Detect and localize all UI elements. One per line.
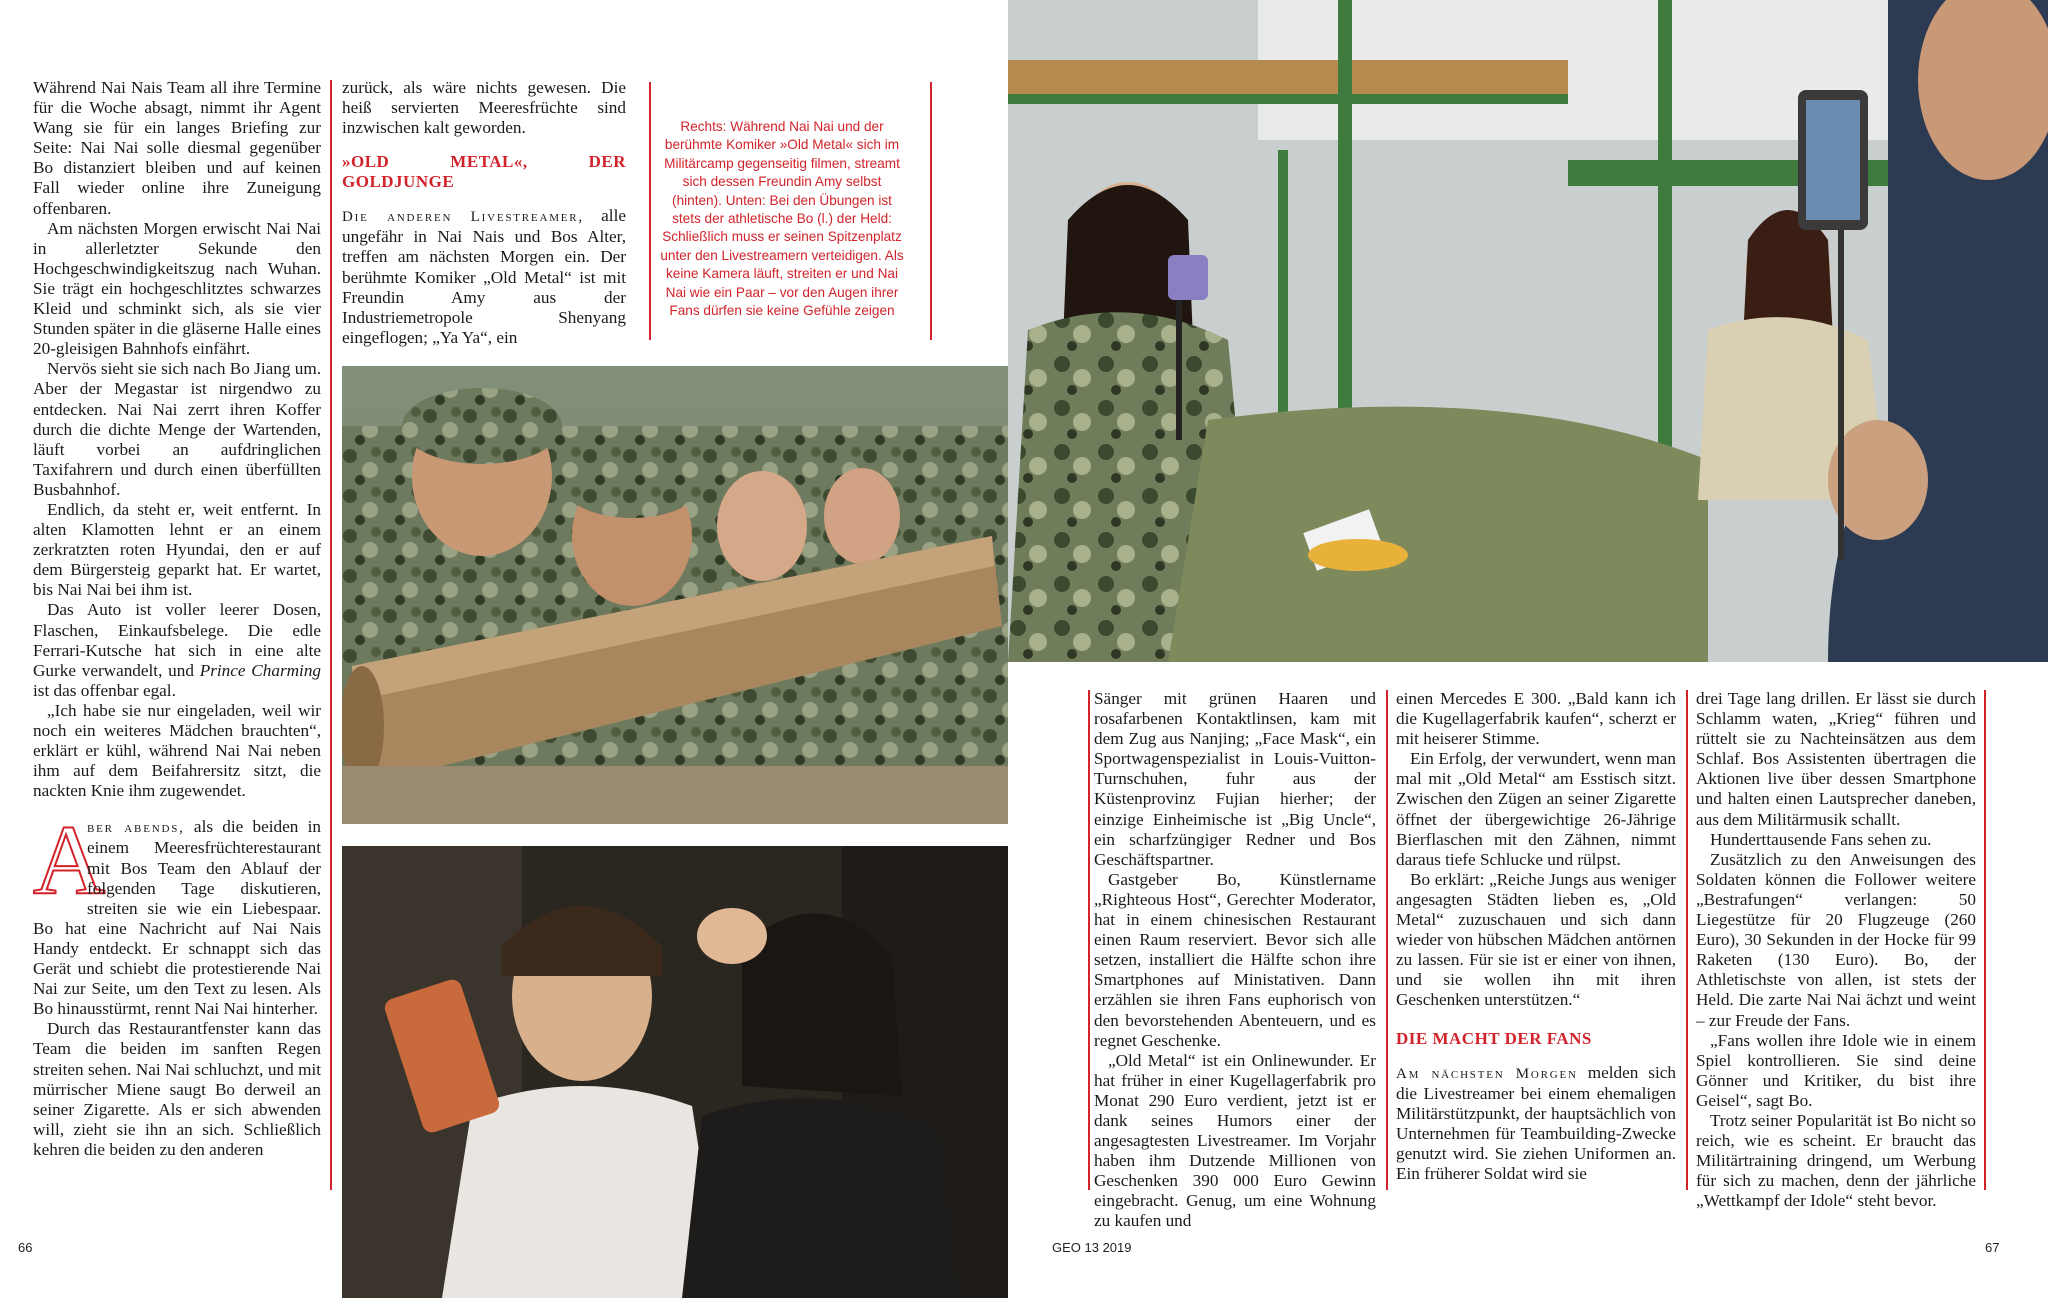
paragraph-text: Das Auto ist voller leerer Dosen, Flaschen, Einkaufsbelege. Die edle Ferrari-Kutsche hat sich in eine alte Gurke verwandelt, und	[33, 600, 321, 680]
lead-in: Die anderen Livestreamer,	[342, 209, 584, 226]
photo-restaurant-argument	[342, 846, 1008, 1298]
italic-phrase: Prince Charming	[199, 660, 322, 680]
text-column-5	[1696, 689, 1976, 1211]
paragraph: Endlich, da steht er, weit entfernt. In alten Klamotten lehnt er an einem zerkratzten roten Hyundai, den er auf dem Bürgersteig geparkt hat. Er wartet, bis Nai Nai bei ihm ist.	[33, 499, 321, 600]
section-heading: »OLD METAL«, DER GOLDJUNGE	[342, 152, 626, 192]
paragraph: Durch das Restaurantfenster kann das Team die beiden im sanften Regen streiten sehen. Nai Nai schluchzt, und mit mürrischer Miene saugt Bo derweil an seiner Zigarette. Als er sich abwenden will, zieht sie ihn an sich. Schließlich kehren die beiden zu den anderen	[33, 1019, 321, 1159]
paragraph: Trotz seiner Popularität ist Bo nicht so reich, wie es scheint. Er braucht das Militärtraining dringend, um Werbung für sich zu machen, denn der jährliche „Wettkampf der Idole“ steht bevor.	[1696, 1110, 1976, 1211]
paragraph-text: als die beiden in einem Meeresfrüchterestaurant mit Bos Team den Ablauf der folgenden Tage diskutieren, streiten sie wie ein Liebespaar. Bo hat eine Nachricht auf Nai Nais Handy entdeckt. Er schnappt sich das Gerät und schiebt die protestierende Nai Nai zur Seite, um den Text zu lesen. Als Bo hinausstürmt, rennt Nai Nai hinterher.	[33, 817, 321, 1019]
column-rule	[1686, 690, 1688, 1190]
text-column-1	[33, 78, 321, 1160]
page-number-right: 67	[1985, 1240, 2000, 1255]
paragraph: Sänger mit grünen Haaren und rosafarbenen Kontaktlinsen, kam mit dem Zug aus Nanjing; „Face Mask“, ein Sportwagenspezialist in Louis-Vuitton-Turnschuhen, fuhr aus der Küstenprovinz Fujian hierher; der einzige Einheimische ist „Big Uncle“, ein scharfzüngiger Redner und Bos Geschäftspartner.	[1094, 689, 1376, 869]
caption-rule	[930, 82, 932, 340]
column-rule	[1088, 690, 1090, 1190]
text-column-3	[1094, 689, 1376, 1232]
paragraph: Zusätzlich zu den Anweisungen des Soldaten können die Follower weitere „Bestrafungen“ verlangen: 50 Liegestütze für 20 Flugzeuge (260 Euro), 30 Sekunden in der Hocke für 99 Raketen (130 Euro). Bo, der Athletischste von allen, ist stets der Held. Die zarte Nai Nai ächzt und weint – zur Freude der Fans.	[1696, 849, 1976, 1030]
paragraph: Gastgeber Bo, Künstlername „Righteous Host“, Gerechter Moderator, hat in einem chinesischen Restaurant einen Raum reserviert. Bevor sich alle setzen, installiert die Hälfte schon ihre Smartphones auf Ministativen. Dann erzählen sie ihren Fans euphorisch von den bevorstehenden Abenteuern, und es regnet Geschenke.	[1094, 869, 1376, 1050]
photo-caption: Rechts: Während Nai Nai und der berühmte Komiker »Old Metal« sich im Militärcamp gegenseitig filmen, streamt sich dessen Freundin Amy selbst (hinten). Unten: Bei den Übungen ist stets der athletische Bo (l.) der Held: Schließlich muss er seinen Spitzenplatz unter den Livestreamern verteidigen. Als keine Kamera läuft, streiten er und Nai Nai wie ein Paar – vor den Augen ihrer Fans dürfen sie keine Gefühle zeigen	[660, 119, 904, 319]
paragraph-text: melden sich die Livestreamer bei einem ehemaligen Militärstützpunkt, der hauptsächlich von Unternehmen für Teambuilding-Zwecke genutzt wird. Sie ziehen Uniformen an. Ein früherer Soldat wird sie	[1396, 1062, 1676, 1183]
paragraph: einen Mercedes E 300. „Bald kann ich die Kugellagerfabrik kaufen“, scherzt er mit heiserer Stimme.	[1396, 689, 1676, 749]
column-rule	[1386, 690, 1388, 1190]
text-column-2	[342, 78, 626, 348]
paragraph: „Old Metal“ ist ein Onlinewunder. Er hat früher in einer Kugellagerfabrik pro Monat 290 Euro verdient, jetzt ist er dank seines Humors einer der angesagtesten Livestreamer. Im Vorjahr haben ihm Dutzende Millionen von Geschenken 390 000 Euro Gewinn eingebracht. Genug, um eine Wohnung zu kaufen und	[1094, 1050, 1376, 1231]
caption-rule	[649, 82, 651, 340]
lead-in: ber abends,	[87, 820, 185, 837]
paragraph	[1396, 1063, 1676, 1185]
paragraph-text: alle ungefähr in Nai Nais und Bos Alter, treffen am nächsten Morgen ein. Der berühmte Komiker „Old Metal“ ist mit Freundin Amy aus der Industriemetropole Shenyang eingeflogen; „Ya Ya“, ein	[342, 206, 626, 347]
issue-label: GEO 13 2019	[1052, 1240, 1132, 1255]
paragraph: Ein Erfolg, der verwundert, wenn man mal mit „Old Metal“ am Esstisch sitzt. Zwischen den Zügen an seiner Zigarette öffnet der übergewichtige 26-Jährige Bierflaschen mit den Zähnen, nimmt daraus tiefe Schlucke und rülpst.	[1396, 749, 1676, 869]
paragraph: zurück, als wäre nichts gewesen. Die heiß servierten Meeresfrüchte sind inzwischen kalt geworden.	[342, 78, 626, 138]
paragraph	[342, 206, 626, 348]
column-rule	[1984, 690, 1986, 1190]
paragraph: Am nächsten Morgen erwischt Nai Nai in allerletzter Sekunde den Hochgeschwindigkeitszug nach Wuhan. Sie trägt ein hochgeschlitztes schwarzes Kleid und schminkt sich, als sie vier Stunden später in die gläserne Halle eines 20-gleisigen Bahnhofs einfährt.	[33, 218, 321, 359]
paragraph	[33, 600, 321, 700]
paragraph: „Ich habe sie nur eingeladen, weil wir noch ein weiteres Mädchen brauchten“, erklärt er kühl, während Nai Nai neben ihm auf dem Beifahrersitz sitzt, die nackten Knie ihm zugewendet.	[33, 700, 321, 801]
paragraph: Hunderttausende Fans sehen zu.	[1710, 829, 1932, 849]
paragraph: drei Tage lang drillen. Er lässt sie durch Schlamm waten, „Krieg“ führen und rüttelt sie zu Nachteinsätzen aus dem Schlaf. Bos Assistenten übertragen die Aktionen live über dessen Smartphone und halten einen Lautsprecher daneben, aus dem Militärmusik schallt.	[1696, 689, 1976, 829]
paragraph: Nervös sieht sie sich nach Bo Jiang um. Aber der Megastar ist nirgendwo zu entdecken. Nai Nai zerrt ihren Koffer durch die dichte Menge der Wartenden, läuft vorbei an aufdringlichen Taxifahrern und durch einen überfüllten Busbahnhof.	[33, 359, 322, 499]
photo-log-training	[342, 366, 1008, 824]
section-heading: DIE MACHT DER FANS	[1396, 1028, 1592, 1048]
paragraph-text: ist das offenbar egal.	[33, 680, 176, 700]
paragraph: Bo erklärt: „Reiche Jungs aus weniger angesagten Städten lieben es, „Old Metal“ zuzuschauen und sich dann wieder von hübschen Mädchen antörnen zu lassen. Für sie ist er einer von ihnen, und sie wollen ihn mit ihren Geschenken unterstützen.“	[1396, 869, 1676, 1010]
paragraph: Während Nai Nais Team all ihre Termine für die Woche absagt, nimmt ihr Agent Wang sie für ein langes Briefing zur Seite: Nai Nai solle diesmal gegenüber Bo distanziert bleiben und auf keinen Fall wieder online ihre Zuneigung offenbaren.	[33, 78, 321, 218]
paragraph: „Fans wollen ihre Idole wie in einem Spiel kontrollieren. Sie sind deine Gönner und Kritiker, du bist ihre Geisel“, sagt Bo.	[1696, 1030, 1976, 1110]
column-rule	[330, 80, 332, 1190]
lead-in: Am nächsten Morgen	[1396, 1065, 1578, 1082]
drop-cap: A	[33, 804, 106, 916]
photo-bunk-livestream	[1008, 0, 2048, 662]
drop-paragraph	[33, 804, 321, 1019]
page-number-left: 66	[18, 1240, 33, 1255]
text-column-4	[1396, 689, 1676, 1184]
